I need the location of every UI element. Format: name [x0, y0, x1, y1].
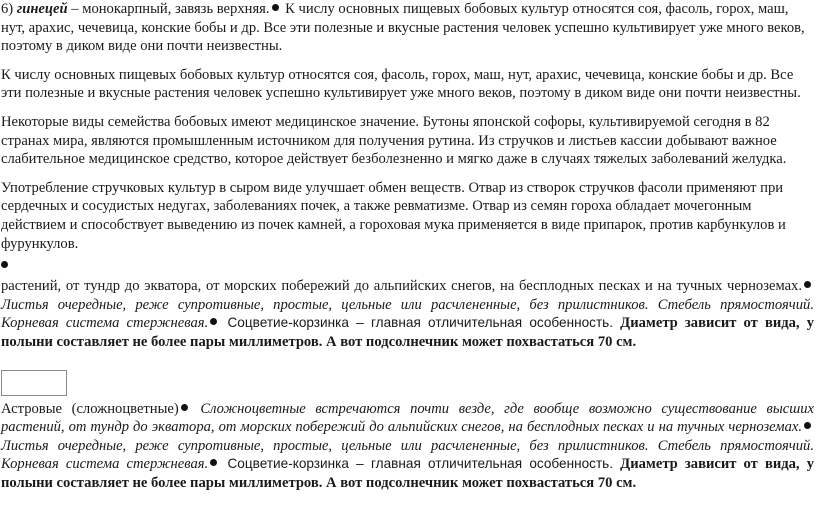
leaves-text: Листья очередные, реже супротивные, простые, цельные или расчлененные, без прилистников. Стебель прямостоячий. Корневая система стержневая.	[1, 437, 814, 473]
diameter-text: Диаметр зависит от вида, у полыни составляет не более пары миллиметров. А вот подсолнечник может похвастаться 70 см.	[1, 456, 814, 491]
bullet-icon	[210, 459, 217, 466]
intro-paragraph	[1, 0, 814, 56]
paragraph-usage: Употребление стручковых культур в сыром виде улучшает обмен веществ. Отвар из створок стручков фасоли применяют при сердечных и сосудистых недугах, заболеваниях почек, а также ревматизме. Отвар из семян гороха обладает мочегонным действием и способствует выведению из почек камней, а гороховая мука применяется в виде припарок, против карбункулов и фурункулов.	[1, 179, 786, 252]
bullet-icon	[181, 404, 188, 411]
bullet-icon	[804, 281, 811, 288]
inflorescence-text: Соцветие-корзинка – главная отличительная особенность.	[220, 456, 614, 472]
bullet-icon	[272, 4, 279, 11]
document-page	[1, 0, 814, 492]
spread-text: Сложноцветные встречаются почти везде, где вообще возможно существование высших растений, от тундр до экватора, от морских побережий до альпийских снегов, на бесплодных песках и на тучных черноземах.	[1, 400, 814, 436]
family-name: Астровые (сложноцветные)	[1, 400, 179, 417]
inflorescence-text: Соцветие-корзинка – главная отличительная особенность.	[220, 315, 614, 331]
spread-text: растений, от тундр до экватора, от морских побережий до альпийских снегов, на бесплодных песках и на тучных черноземах.	[1, 278, 802, 295]
bullet-icon	[210, 318, 217, 325]
asteraceae-block-1	[1, 277, 814, 351]
paragraph-medicinal: Некоторые виды семейства бобовых имеют медицинское значение. Бутоны японской софоры, культивируемой сегодня в 82 странах мира, являются промышленным источником для получения рутина. Из стручков и листьев кассии добывают важное слабительное медицинское средство, которое действует безболезненно и мягко даже в случаях тяжелых заболеваний желудка.	[1, 113, 787, 168]
term-definition: – монокарпный, завязь верхняя.	[67, 1, 270, 17]
item-number: 6)	[1, 1, 14, 17]
bullet-icon	[1, 261, 8, 268]
paragraph-legumes: К числу основных пищевых бобовых культур относятся соя, фасоль, горох, маш, нут, арахис, чечевица, конские бобы и др. Все эти полезные и вкусные растения человек успешно культивирует уже много веков, поэтому в диком виде они почти неизвестны.	[1, 66, 801, 102]
bullet-icon	[804, 422, 811, 429]
diameter-text: Диаметр зависит от вида, у полыни составляет не более пары миллиметров. А вот подсолнечник может похвастаться 70 см.	[1, 315, 814, 350]
term-gynoecium: гинецей	[16, 1, 68, 17]
empty-frame	[1, 370, 67, 396]
leaves-text: Листья очередные, реже супротивные, простые, цельные или расчлененные, без прилистников. Стебель прямостоячий. Корневая система стержневая.	[1, 296, 814, 332]
intro-text: К числу основных пищевых бобовых культур относятся соя, фасоль, горох, маш, нут, арахис, чечевица, конские бобы и др. Все эти полезные и вкусные растения человек успешно культивирует уже много веков, поэтому в диком виде они почти неизвестны.	[1, 1, 805, 55]
asteraceae-block-2	[1, 400, 814, 493]
